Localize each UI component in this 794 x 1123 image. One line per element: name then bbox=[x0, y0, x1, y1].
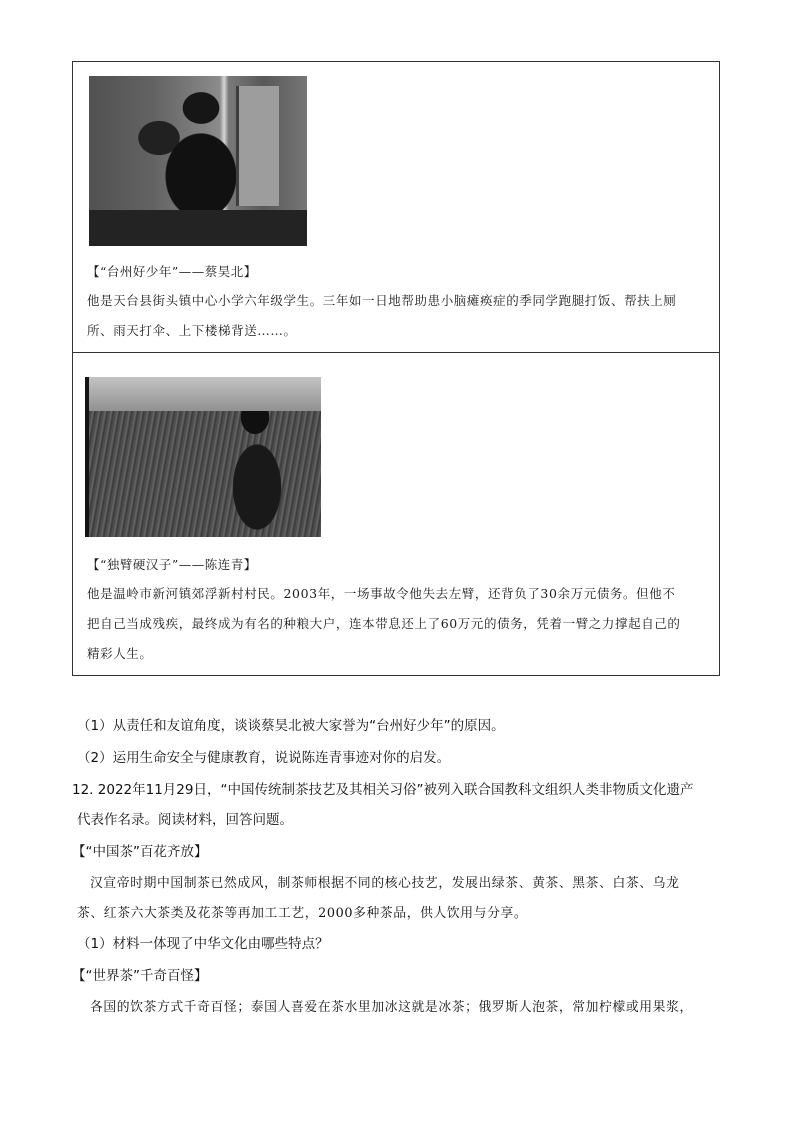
desc-line: 所、雨天打伞、上下楼梯背送……。 bbox=[87, 323, 297, 338]
section-heading-world-tea: 【“世界茶”千奇百怪】 bbox=[72, 968, 208, 984]
profile-description bbox=[87, 579, 707, 669]
question-1: （1）从责任和友谊角度，谈谈蔡昊北被大家誉为“台州好少年”的原因。 bbox=[77, 718, 505, 734]
photo-edge bbox=[85, 377, 89, 537]
profile-caption: 【“独臂硬汉子”——陈连青】 bbox=[87, 557, 257, 572]
profile-box-cai-haobei bbox=[72, 61, 720, 353]
desc-line: 把自己当成残疾，最终成为有名的种粮大户，连本带息还上了60万元的债务，凭着一臂之力撑起自己的 bbox=[87, 616, 681, 631]
question-2: （2）运用生命安全与健康教育，说说陈连青事迹对你的启发。 bbox=[77, 750, 451, 766]
material-2-line: 各国的饮茶方式千奇百怪；泰国人喜爱在茶水里加冰这就是冰茶；俄罗斯人泡茶，常加柠檬或用果浆， bbox=[90, 1000, 693, 1015]
material-1-line: 汉宣帝时期中国制茶已然成风，制茶师根据不同的核心技艺，发展出绿茶、黄茶、黑茶、白茶、乌龙 bbox=[90, 876, 680, 891]
profile-box-chen-lianqing bbox=[72, 352, 720, 676]
item-12-stem: 12. 2022年11月29日，“中国传统制茶技艺及其相关习俗”被列入联合国教科文组织人类非物质文化遗产 bbox=[72, 782, 694, 798]
photo-floor bbox=[89, 210, 307, 246]
item-12-question-1: （1）材料一体现了中华文化由哪些特点？ bbox=[77, 936, 329, 952]
photo-boy-carrying-classmate bbox=[89, 76, 307, 246]
photo-man-in-field bbox=[85, 377, 321, 537]
desc-line: 他是温岭市新河镇郊浮新村村民。2003年，一场事故令他失去左臂，还背负了30余万元债务。但他不 bbox=[87, 586, 676, 601]
photo-sky bbox=[85, 377, 321, 411]
profile-caption: 【“台州好少年”——蔡昊北】 bbox=[87, 264, 257, 279]
section-heading-chinese-tea: 【“中国茶”百花齐放】 bbox=[72, 844, 208, 860]
photo-door bbox=[236, 86, 279, 206]
item-12-stem-cont: 代表作名录。阅读材料，回答问题。 bbox=[77, 812, 293, 828]
desc-line: 精彩人生。 bbox=[87, 646, 153, 661]
profile-description bbox=[87, 286, 707, 346]
material-1-line: 茶、红茶六大茶类及花茶等再加工工艺，2000多种茶品，供人饮用与分享。 bbox=[77, 906, 528, 921]
desc-line: 他是天台县街头镇中心小学六年级学生。三年如一日地帮助患小脑瘫痪症的季同学跑腿打饭、帮扶上厕 bbox=[87, 293, 677, 308]
